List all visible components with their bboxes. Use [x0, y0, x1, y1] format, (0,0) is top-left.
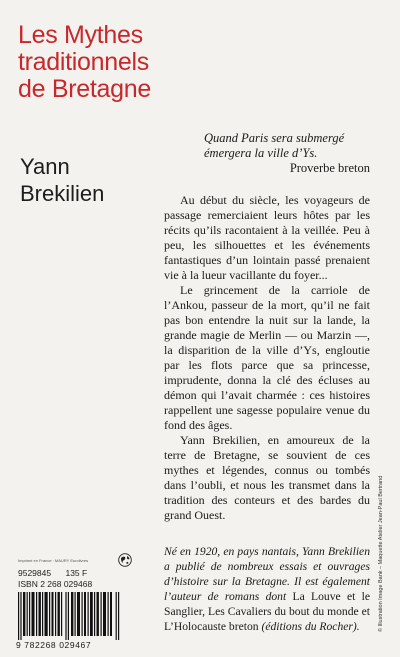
- globe-icon: [118, 553, 132, 567]
- barcode: [18, 592, 120, 640]
- epigraph-line-2: émergera la ville d’Ys.: [204, 146, 318, 160]
- title-line-3: de Bretagne: [18, 75, 151, 103]
- summary-paragraph: Au début du siècle, les voyageurs de passage remerciaient leurs hôtes par les récits qu’ils racontaient à la veillée. Peu à peu, les silhouettes et les événements fantastiques d’un lointain passé prenaient vie à la lueur vacillante du foyer...: [164, 193, 370, 282]
- bio-titles: La Louve et le Sanglier, Les Cavaliers du bout du monde et L’Holocauste breton: [164, 590, 370, 633]
- title-line-2: traditionnels: [18, 48, 149, 76]
- bio-intro: Né en 1920, en pays nantais, Yann Brekilien a publié de nombreux essais et ouvrages d’histoire sur la Bretagne. Il est également l’auteur de romans dont: [164, 545, 370, 603]
- barcode-number: 9 782268 029467: [16, 640, 92, 650]
- product-codes: [18, 568, 92, 590]
- author-name: [20, 153, 104, 207]
- book-title: [18, 22, 151, 103]
- epigraph-line-1: Quand Paris sera submergé: [204, 131, 345, 145]
- illustration-credits: © Illustration Image Bank – Maquette Atelier Jean-Paul Bertrand: [378, 475, 384, 632]
- isbn: ISBN 2 268 029468: [18, 579, 93, 589]
- title-line-1: Les Mythes: [18, 21, 143, 49]
- imprint-note: Imprimé en France : MAURY Eurolivres: [18, 558, 89, 563]
- epigraph: [204, 131, 384, 176]
- reference-number: 9529845: [18, 568, 52, 578]
- summary-paragraph: Le grincement de la carriole de l’Ankou, passeur de la mort, qu’il ne fait pas bon entendre la nuit sur la lande, la grande magie de Merlin — ou Marzin —, la disparition de la ville d’Ys, engloutie par les flots parce que sa princesse, imprudente, donna la clé des écluses au démon qui l’avait charmée : ces histoires rappellent une sagesse populaire venue du fond des âges.: [164, 283, 370, 432]
- bio-publisher: (éditions du Rocher).: [261, 620, 360, 633]
- author-last-name: Brekilien: [20, 181, 105, 206]
- epigraph-source: Proverbe breton: [289, 161, 370, 175]
- summary-paragraph: Yann Brekilien, en amoureux de la terre de Bretagne, se souvient de ces mythes et légendes, connus ou tombés dans l’oubli, et nous les transmet dans la tradition des conteurs et des bardes du grand Ouest.: [164, 433, 370, 522]
- back-cover-summary: [164, 193, 370, 523]
- author-bio: [164, 544, 370, 634]
- author-first-name: Yann: [20, 154, 70, 179]
- price: 135 F: [65, 568, 88, 578]
